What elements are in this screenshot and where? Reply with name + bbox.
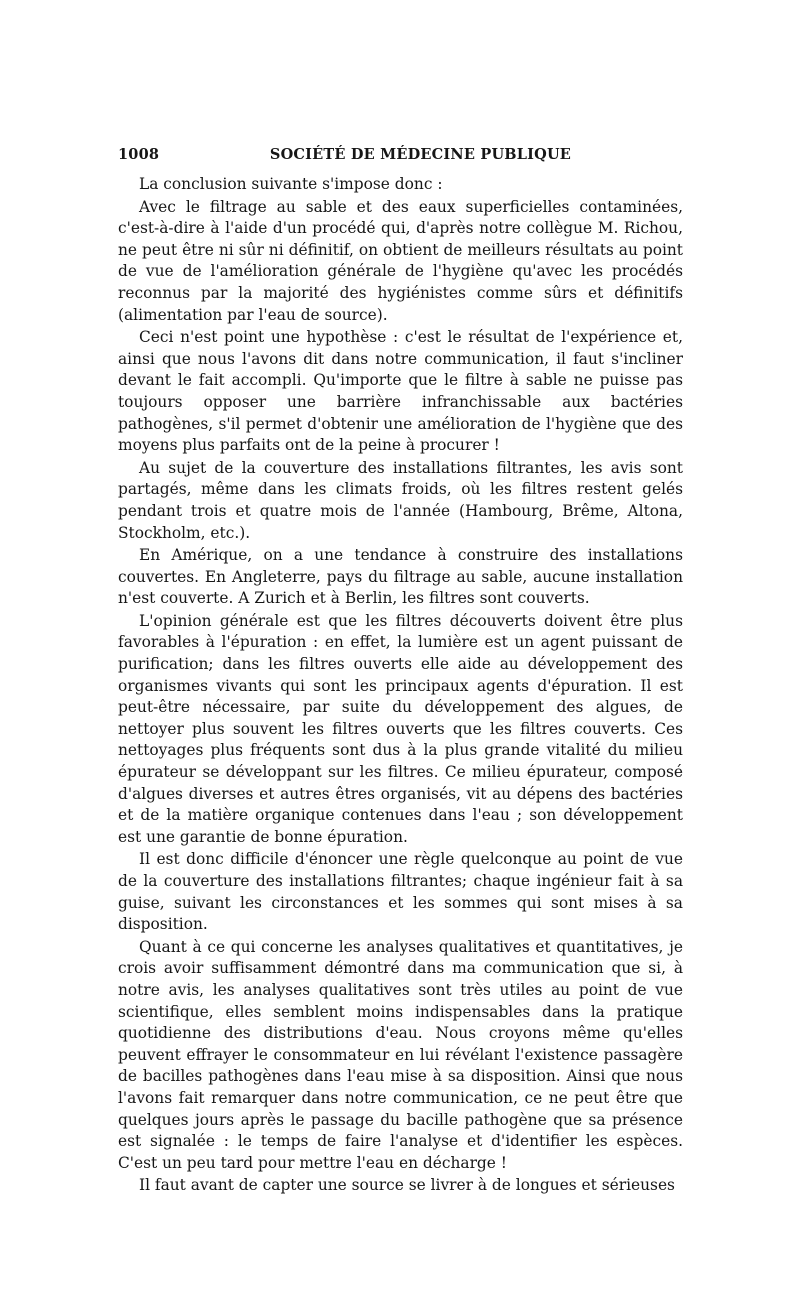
paragraph: Ceci n'est point une hypothèse : c'est le résultat de l'expérience et, ainsi que nous l'avons dit dans notre communication, il faut s'incliner devant le fait accompli. Qu'importe que le filtre à sable ne puisse pas toujours opposer une barrière infranchissable aux bactéries pathogènes, s'il permet d'obtenir une amélioration de l'hygiène que des moyens plus parfaits ont de la peine à procurer !	[118, 328, 683, 455]
paragraph: Avec le filtrage au sable et des eaux superficielles contaminées, c'est-à-dire à l'aide d'un procédé qui, d'après notre collègue M. Richou, ne peut être ni sûr ni définitif, on obtient de meilleurs résultats au point de vue de l'amélioration générale de l'hygiène qu'avec les procédés reconnus par la majorité des hygiénistes comme sûrs et définitifs (alimentation par l'eau de source).	[118, 197, 683, 324]
body-text	[118, 174, 683, 1197]
document-page	[118, 140, 683, 1198]
paragraph: La conclusion suivante s'impose donc :	[139, 175, 443, 193]
paragraph: Il est donc difficile d'énoncer une règle quelconque au point de vue de la couverture des installations filtrantes; chaque ingénieur fait à sa guise, suivant les circonstances et les sommes qui sont mises à sa disposition.	[118, 850, 683, 934]
paragraph: L'opinion générale est que les filtres découverts doivent être plus favorables à l'épuration : en effet, la lumière est un agent puissant de purification; dans les filtres ouverts elle aide au développement des organismes vivants qui sont les principaux agents d'épuration. Il est peut-être nécessaire, par suite du développement des algues, de nettoyer plus souvent les filtres ouverts que les filtres couverts. Ces nettoyages plus fréquents sont dus à la plus grande vitalité du milieu épurateur se développant sur les filtres. Ce milieu épurateur, composé d'algues diverses et autres êtres organisés, vit au dépens des bactéries et de la matière organique contenues dans l'eau ; son développement est une garantie de bonne épuration.	[118, 611, 683, 846]
paragraph: En Amérique, on a une tendance à construire des installations couvertes. En Angleterre, pays du filtrage au sable, aucune installation n'est couverte. A Zurich et à Berlin, les filtres sont couverts.	[118, 546, 683, 608]
paragraph: Au sujet de la couverture des installations filtrantes, les avis sont partagés, même dans les climats froids, où les filtres restent gelés pendant trois et quatre mois de l'année (Hambourg, Brême, Altona, Stockholm, etc.).	[118, 458, 683, 542]
paragraph: Quant à ce qui concerne les analyses qualitatives et quantitatives, je crois avoir suffisamment démontré dans ma communication que si, à notre avis, les analyses qualitatives sont très utiles au point de vue scientifique, elles semblent moins indispensables dans la pratique quotidienne des distributions d'eau. Nous croyons même qu'elles peuvent effrayer le consommateur en lui révélant l'existence passagère de bacilles pathogènes dans l'eau mise à sa disposition. Ainsi que nous l'avons fait remarquer dans notre communication, ce ne peut être que quelques jours après le passage du bacille pathogène que sa présence est signalée : le temps de faire l'analyse et d'identifier les espèces. C'est un peu tard pour mettre l'eau en décharge !	[118, 937, 683, 1172]
page-header	[118, 140, 683, 166]
running-title: SOCIÉTÉ DE MÉDECINE PUBLIQUE	[269, 146, 572, 163]
paragraph: Il faut avant de capter une source se livrer à de longues et sérieuses	[139, 1176, 675, 1195]
page-number: 1008	[118, 146, 160, 163]
